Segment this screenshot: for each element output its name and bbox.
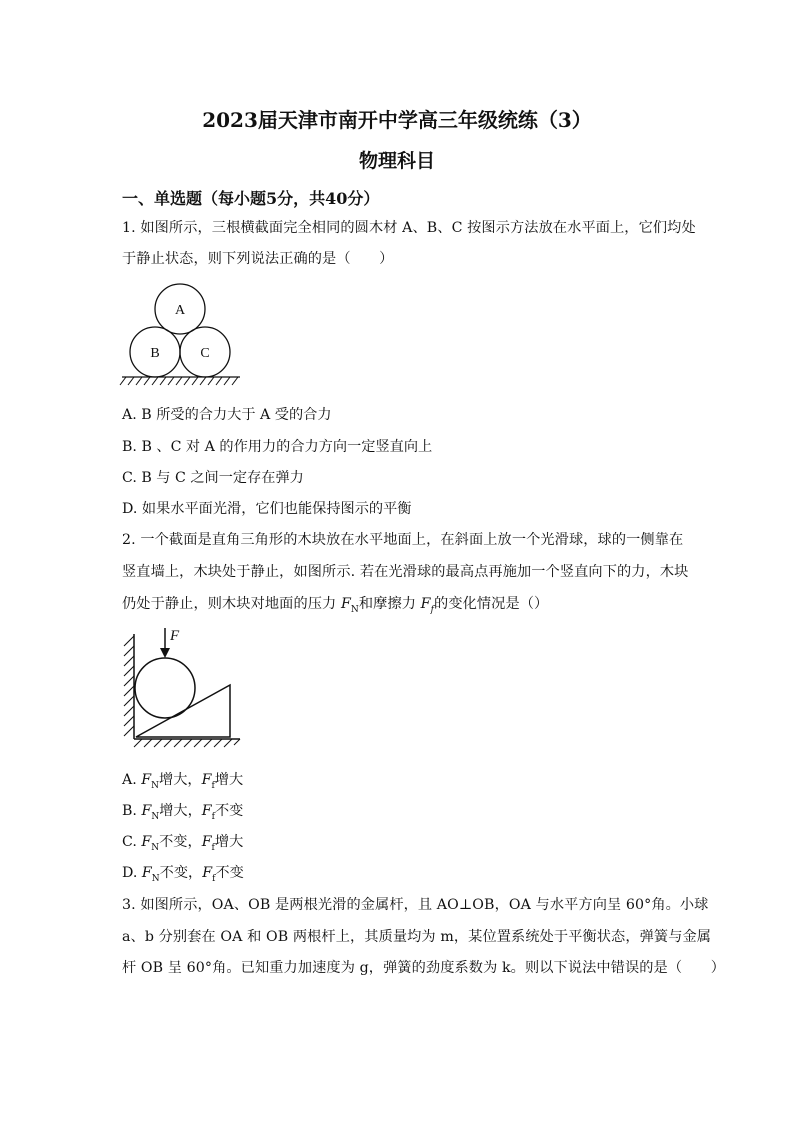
q2-option-d: D. $F_N$不变，$F_f$不变: [122, 865, 244, 884]
q3-stem-line-3: 杆 OB 呈 60°角。已知重力加速度为 g，弹簧的劲度系数为 k。则以下说法中错误的是（ ）: [122, 960, 725, 976]
q2-option-c: C. $F_N$不变，$F_f$增大: [122, 834, 244, 853]
exam-title: 2023届天津市南开中学高三年级统练（3）: [202, 108, 592, 132]
q1-option-c: C. B 与 C 之间一定存在弹力: [122, 470, 304, 486]
q1-option-b: B. B 、C 对 A 的作用力的合力方向一定竖直向上: [122, 439, 433, 455]
q2-figure-ball-wedge: [120, 626, 242, 750]
q2-line3-part-b: 和摩擦力: [358, 596, 421, 612]
label-c: C: [200, 346, 210, 361]
q2-ff-symbol: $F_f$: [420, 596, 435, 615]
q2-stem-line-3: [122, 593, 548, 615]
q2-line3-part-a: 仍处于静止，则木块对地面的压力: [122, 596, 341, 612]
q2-option-b: B. $F_N$增大，$F_f$不变: [122, 803, 244, 822]
q2-stem-line-1: 2. 一个截面是直角三角形的木块放在水平地面上，在斜面上放一个光滑球，球的一侧靠在: [122, 532, 684, 548]
force-arrow-head: [160, 648, 170, 658]
wedge: [136, 685, 230, 737]
q1-figure-stacked-logs: [120, 282, 244, 388]
q1-stem-line-2: 于静止状态，则下列说法正确的是（ ）: [122, 251, 394, 267]
q3-stem-line-2: a、b 分别套在 OA 和 OB 两根杆上，其质量均为 m，某位置系统处于平衡状态，弹簧与金属: [122, 929, 712, 945]
floor-hatching: [134, 739, 240, 747]
q1-option-a: A. B 所受的合力大于 A 受的合力: [122, 407, 332, 423]
wall-hatching: [124, 636, 134, 736]
q2-stem-line-2: 竖直墙上，木块处于静止，如图所示. 若在光滑球的最高点再施加一个竖直向下的力，木块: [122, 564, 689, 580]
subject-title: 物理科目: [358, 150, 435, 172]
q2-option-a: A. $F_N$增大，$F_f$增大: [122, 772, 244, 791]
label-a: A: [174, 303, 186, 318]
force-label: F: [170, 628, 180, 644]
q1-option-d: D. 如果水平面光滑，它们也能保持图示的平衡: [122, 501, 412, 517]
ball: [135, 658, 195, 718]
q1-stem-line-1: 1. 如图所示，三根横截面完全相同的圆木材 A、B、C 按图示方法放在水平面上，它们均处: [122, 220, 696, 236]
q3-stem-line-1: 3. 如图所示，OA、OB 是两根光滑的金属杆，且 AO⊥OB，OA 与水平方向呈 60°角。小球: [122, 897, 709, 913]
section-heading: 一、单选题（每小题5分，共40分）: [122, 189, 380, 208]
ground-hatching: [120, 377, 238, 385]
label-b: B: [150, 346, 160, 361]
q2-line3-part-c: 的变化情况是（）: [434, 596, 549, 612]
q2-fn-symbol: $F_N$: [340, 596, 359, 615]
